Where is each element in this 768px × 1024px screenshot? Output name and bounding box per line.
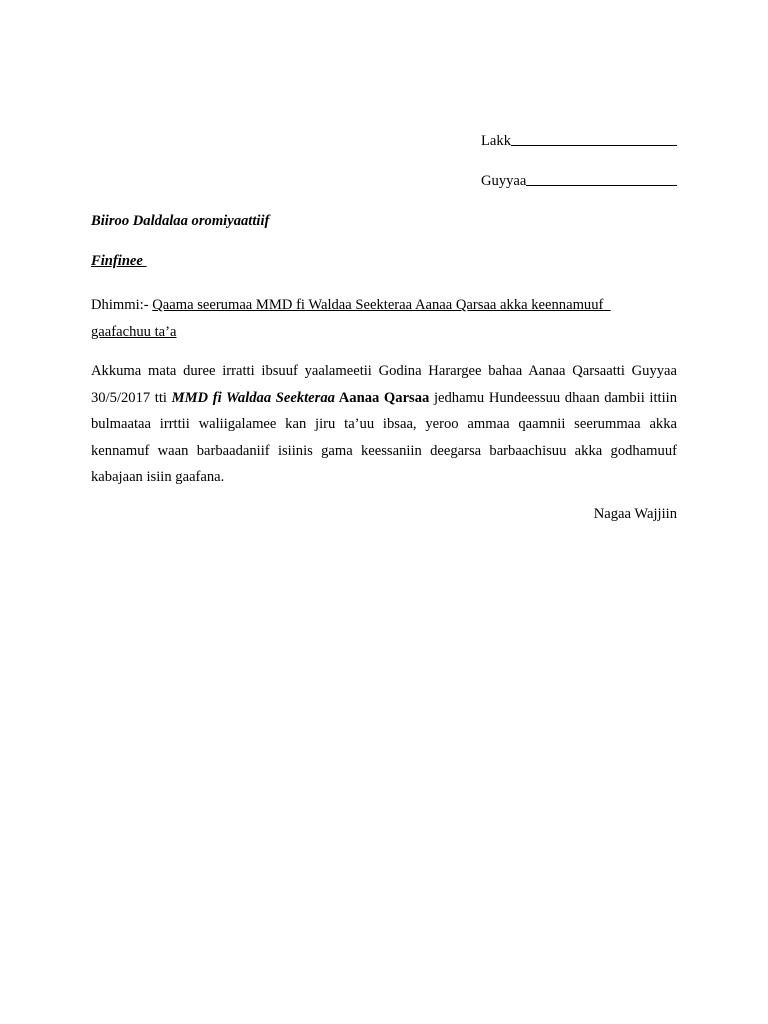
reference-number-line	[481, 133, 681, 150]
subject-text: Qaama seerumaa MMD fi Waldaa Seekteraa Aanaa Qarsaa akka keennamuuf gaafachuu ta’a	[91, 297, 611, 340]
recipient-city: Finfinee	[91, 253, 147, 269]
date-blank	[526, 184, 677, 186]
subject-line	[91, 292, 651, 346]
body-organization-name: MMD fi Waldaa Seekteraa	[171, 389, 335, 406]
subject-prefix: Dhimmi:-	[91, 297, 153, 313]
recipient-office: Biiroo Daldalaa oromiyaattiif	[91, 213, 270, 229]
body-text-part1: Akkuma mata duree irratti ibsuuf yaalameetii Godina Harargee bahaa Aanaa Qarsaatti Guyyaa 30/5/2017 tti	[91, 363, 677, 406]
closing-salutation: Nagaa Wajjiin	[593, 506, 677, 522]
date-label: Guyyaa	[481, 173, 527, 189]
date-line	[481, 173, 681, 190]
reference-number-blank	[511, 144, 677, 146]
letter-body	[91, 358, 677, 491]
reference-number-label: Lakk	[481, 133, 511, 149]
body-text-part2: jedhamu Hundeessuu dhaan dambii ittiin bulmaataa irrttii waliigalamee kan jiru ta’uu ibsaa, yeroo ammaa qaamnii seerummaa akka kennamuf waan barbaadaniif isiinis gama keessaniin deegarsa barbaachisuu akka godhamuuf kabajaan isiin gaafana.	[91, 389, 677, 485]
body-district-name: Aanaa Qarsaa	[334, 389, 430, 406]
